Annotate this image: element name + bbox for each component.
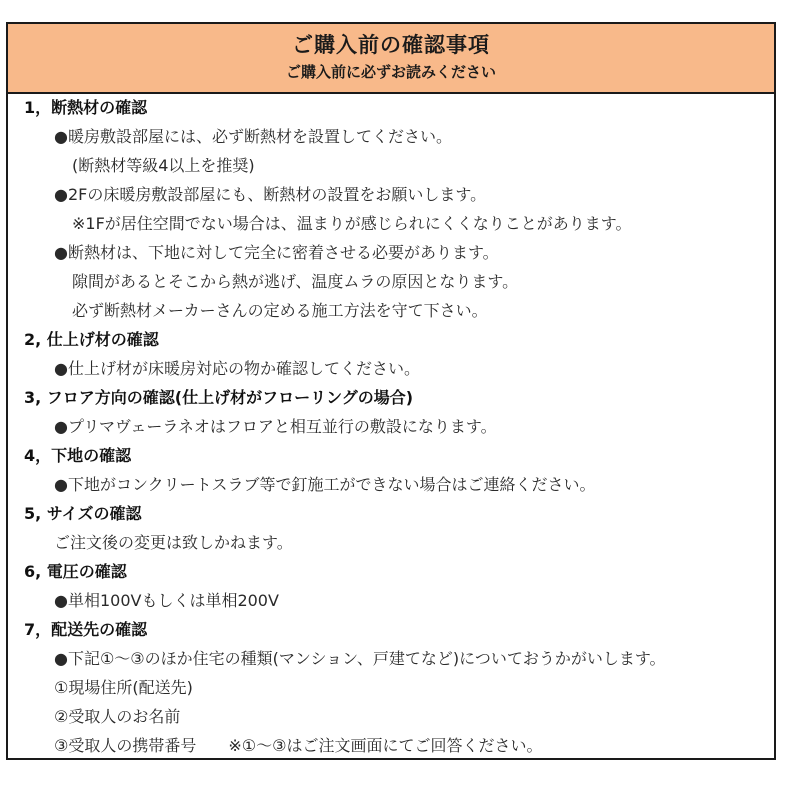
section-line: ●下記①～③のほか住宅の種類(マンション、戸建てなど)についておうかがいします。	[54, 649, 666, 668]
section-heading-subfloor: 4，下地の確認	[24, 446, 132, 465]
page-title: ご購入前の確認事項	[292, 33, 490, 57]
section-line: ①現場住所(配送先)	[54, 678, 193, 697]
section-line: ●2Fの床暖房敷設部屋にも、断熱材の設置をお願いします。	[54, 185, 487, 204]
section-line: 必ず断熱材メーカーさんの定める施工方法を守て下さい。	[72, 301, 488, 320]
section-heading-size: 5, サイズの確認	[24, 504, 142, 523]
page-subtitle: ご購入前に必ずお読みください	[285, 63, 496, 81]
section-heading-floor-direction: 3, フロア方向の確認(仕上げ材がフローリングの場合)	[24, 388, 414, 407]
section-line: ●単相100Vもしくは単相200V	[54, 591, 279, 610]
section-line: (断熱材等級4以上を推奨)	[72, 156, 255, 175]
section-heading-voltage: 6, 電圧の確認	[24, 562, 127, 581]
section-line: ●下地がコンクリートスラブ等で釘施工ができない場合はご連絡ください。	[54, 475, 596, 494]
section-line: ●断熱材は、下地に対して完全に密着させる必要があります。	[54, 243, 499, 262]
section-line: 隙間があるとそこから熱が逃げ、温度ムラの原因となります。	[72, 272, 519, 291]
section-line: ●暖房敷設部屋には、必ず断熱材を設置してください。	[54, 127, 452, 146]
section-line: ③受取人の携帯番号 ※①～③はご注文画面にてご回答ください。	[54, 736, 543, 755]
notice-header	[8, 24, 774, 94]
section-line: ●プリマヴェーラネオはフロアと相互並行の敷設になります。	[54, 417, 497, 436]
section-heading-finish-material: 2, 仕上げ材の確認	[24, 330, 159, 349]
section-line: ●仕上げ材が床暖房対応の物か確認してください。	[54, 359, 420, 378]
notice-box	[6, 22, 776, 760]
section-line: ※1Fが居住空間でない場合は、温まりが感じられにくくなりことがあります。	[72, 214, 632, 233]
section-heading-delivery: 7，配送先の確認	[24, 620, 148, 639]
section-heading-insulation: 1，断熱材の確認	[24, 98, 148, 117]
section-line: ご注文後の変更は致しかねます。	[54, 533, 293, 552]
section-line: ②受取人のお名前	[54, 707, 181, 726]
